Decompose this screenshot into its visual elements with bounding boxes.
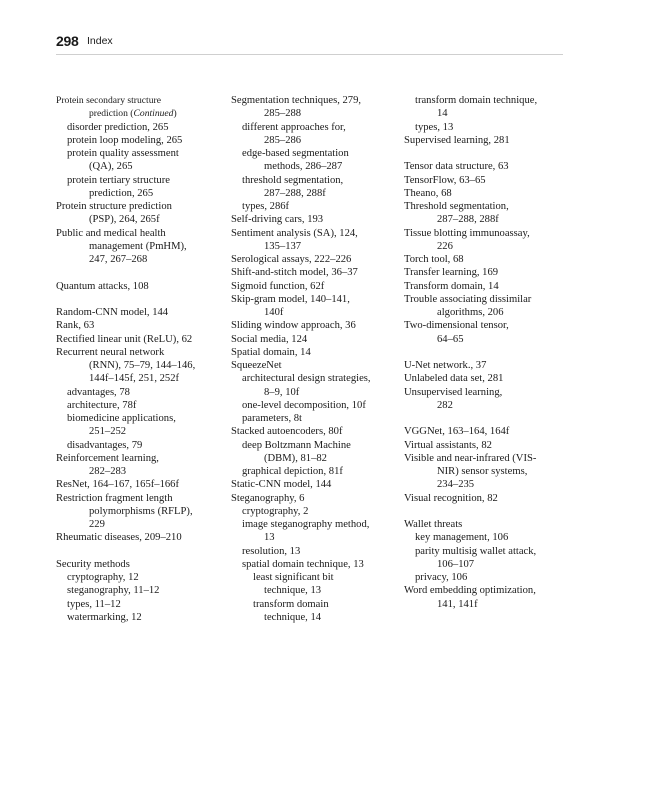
index-subentry: spatial domain technique, 13 <box>242 558 364 570</box>
index-entry: Sentiment analysis (SA), 124, <box>231 227 358 239</box>
index-entry-wrap: 251–252 <box>89 426 127 438</box>
index-entry-wrap: 282–283 <box>89 466 127 477</box>
index-entry: Visual recognition, 82 <box>404 492 498 504</box>
index-entry-wrap: 285–288 <box>264 108 302 120</box>
index-subentry: watermarking, 12 <box>67 611 142 623</box>
index-entry-wrap: 287–288, 288f <box>264 187 326 199</box>
index-entry: Supervised learning, 281 <box>404 134 510 146</box>
index-entry-wrap: 135–137 <box>264 240 302 252</box>
header-rule <box>56 54 563 55</box>
index-subsubentry: least significant bit <box>253 572 334 583</box>
running-header <box>56 33 563 53</box>
index-entry: Protein secondary structure <box>56 95 161 106</box>
index-subentry: key management, 106 <box>415 532 509 544</box>
index-entry: Theano, 68 <box>404 187 452 199</box>
index-entry: Tissue blotting immunoassay, <box>404 227 530 239</box>
index-entry: Restriction fragment length <box>56 492 173 504</box>
index-subentry: steganography, 11–12 <box>67 585 160 597</box>
index-subentry: threshold segmentation, <box>242 174 344 186</box>
index-entry-wrap: NIR) sensor systems, <box>437 466 528 477</box>
index-entry: Torch tool, 68 <box>404 254 464 265</box>
index-subsubentry: transform domain <box>253 598 329 610</box>
index-entry-wrap: 287–288, 288f <box>437 214 499 226</box>
index-entry: VGGNet, 163–164, 164f <box>404 426 510 438</box>
index-subentry: protein tertiary structure <box>67 174 170 186</box>
index-subentry: parity multisig wallet attack, <box>415 545 537 557</box>
index-subentry: protein loop modeling, 265 <box>67 134 183 146</box>
index-entry: Sliding window approach, 36 <box>231 320 356 332</box>
index-entry: TensorFlow, 63–65 <box>404 174 486 186</box>
index-entry: Sigmoid function, 62f <box>231 280 325 292</box>
index-column-2 <box>231 94 399 624</box>
index-subentry: cryptography, 12 <box>67 572 139 583</box>
page-number: 298 <box>56 33 79 49</box>
index-entry: Two-dimensional tensor, <box>404 320 509 332</box>
index-entry-wrap: 106–107 <box>437 558 475 570</box>
index-subentry: different approaches for, <box>242 121 346 133</box>
index-entry: Transform domain, 14 <box>404 280 499 292</box>
index-entry-wrap: 285–286 <box>264 134 302 146</box>
index-entry-wrap: technique, 13 <box>264 585 322 597</box>
index-subentry: disorder prediction, 265 <box>67 121 169 133</box>
index-entry: Shift-and-stitch model, 36–37 <box>231 267 358 279</box>
index-entry: Random-CNN model, 144 <box>56 307 169 318</box>
index-entry: Tensor data structure, 63 <box>404 161 509 173</box>
header-title: Index <box>87 35 113 47</box>
index-entry-wrap: polymorphisms (RFLP), <box>89 505 193 517</box>
index-subentry: disadvantages, 79 <box>67 439 143 451</box>
index-entry-wrap: 234–235 <box>437 479 475 491</box>
index-entry-wrap: prediction, 265 <box>89 187 154 199</box>
index-subentry: cryptography, 2 <box>242 505 309 517</box>
index-entry: Skip-gram model, 140–141, <box>231 293 350 305</box>
index-entry: Security methods <box>56 558 130 570</box>
index-entry: Protein structure prediction <box>56 201 172 212</box>
index-subentry: types, 11–12 <box>67 598 121 610</box>
index-entry: Visible and near-infrared (VIS- <box>404 452 537 464</box>
index-entry: Unlabeled data set, 281 <box>404 373 504 385</box>
index-entry: Transfer learning, 169 <box>404 267 499 279</box>
index-entry-wrap: management (PmHM), <box>89 240 187 252</box>
index-entry: Social media, 124 <box>231 333 308 345</box>
index-entry: Quantum attacks, 108 <box>56 280 149 292</box>
index-entry: Public and medical health <box>56 227 166 239</box>
index-subentry: biomedicine applications, <box>67 413 176 424</box>
index-entry: Reinforcement learning, <box>56 452 159 464</box>
index-subentry: architectural design strategies, <box>242 373 371 385</box>
index-entry-wrap: 226 <box>437 240 453 252</box>
index-entry-wrap: 140f <box>264 307 284 318</box>
index-entry-wrap: (QA), 265 <box>89 161 133 173</box>
index-entry: Stacked autoencoders, 80f <box>231 426 343 438</box>
index-entry: Steganography, 6 <box>231 492 305 504</box>
index-subentry: types, 286f <box>242 201 290 212</box>
index-entry: Self-driving cars, 193 <box>231 214 324 226</box>
index-entry-wrap: 247, 267–268 <box>89 254 148 265</box>
index-entry-wrap: (PSP), 264, 265f <box>89 214 160 226</box>
index-entry: ResNet, 164–167, 165f–166f <box>56 479 179 491</box>
index-entry: Threshold segmentation, <box>404 201 509 212</box>
index-subentry: deep Boltzmann Machine <box>242 439 351 451</box>
index-entry: Recurrent neural network <box>56 346 165 358</box>
index-entry: Rank, 63 <box>56 320 95 332</box>
index-entry-wrap: algorithms, 206 <box>437 307 504 318</box>
index-subentry: protein quality assessment <box>67 148 179 159</box>
index-subentry: types, 13 <box>415 121 454 133</box>
index-entry: Spatial domain, 14 <box>231 346 311 358</box>
index-subentry: advantages, 78 <box>67 386 130 398</box>
index-subentry: one-level decomposition, 10f <box>242 399 366 411</box>
index-entry: Word embedding optimization, <box>404 585 536 597</box>
index-subentry: image steganography method, <box>242 519 370 530</box>
index-entry-wrap: 64–65 <box>437 333 464 345</box>
index-entry: U-Net network., 37 <box>404 360 487 371</box>
index-entry-wrap: 13 <box>264 532 275 544</box>
index-entry-wrap: technique, 14 <box>264 611 322 623</box>
index-subentry: parameters, 8t <box>242 413 303 424</box>
index-entry: Rectified linear unit (ReLU), 62 <box>56 333 193 345</box>
index-entry-wrap: 282 <box>437 399 453 411</box>
index-entry-wrap: (DBM), 81–82 <box>264 452 327 464</box>
index-entry-wrap: 141, 141f <box>437 598 478 610</box>
index-entry-wrap: 229 <box>89 519 105 530</box>
index-subentry: graphical depiction, 81f <box>242 466 343 477</box>
index-entry: Rheumatic diseases, 209–210 <box>56 532 182 544</box>
index-column-1 <box>56 94 218 624</box>
index-entry: Serological assays, 222–226 <box>231 254 352 265</box>
index-entry: Segmentation techniques, 279, <box>231 95 362 106</box>
index-subentry: edge-based segmentation <box>242 148 349 159</box>
index-entry-continued: prediction (Continued) <box>89 108 177 120</box>
index-subentry: transform domain technique, <box>415 95 538 106</box>
index-entry: Static-CNN model, 144 <box>231 479 332 491</box>
index-entry-wrap: 144f–145f, 251, 252f <box>89 373 180 385</box>
index-subentry: architecture, 78f <box>67 399 137 411</box>
index-entry-wrap: (RNN), 75–79, 144–146, <box>89 360 196 371</box>
index-entry: SqueezeNet <box>231 360 282 371</box>
index-subentry: privacy, 106 <box>415 572 468 583</box>
index-entry: Trouble associating dissimilar <box>404 293 532 305</box>
index-entry-wrap: methods, 286–287 <box>264 161 343 173</box>
index-entry-wrap: 8–9, 10f <box>264 386 300 398</box>
index-entry-wrap: 14 <box>437 108 448 120</box>
index-entry: Virtual assistants, 82 <box>404 439 492 451</box>
index-subentry: resolution, 13 <box>242 545 301 557</box>
index-entry: Unsupervised learning, <box>404 386 503 398</box>
index-entry: Wallet threats <box>404 519 463 530</box>
index-column-3 <box>404 94 569 611</box>
